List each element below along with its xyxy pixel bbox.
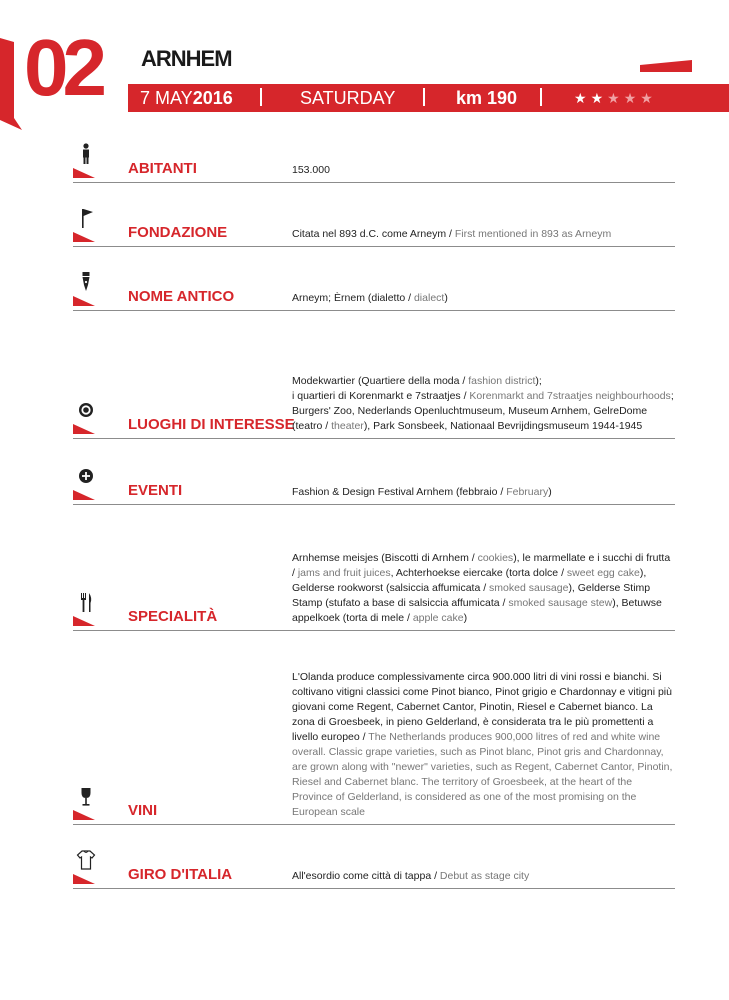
flag-icon [73,206,99,242]
info-row-specialita [73,540,675,631]
row-label: ABITANTI [128,160,197,177]
row-value: Arnhemse meisjes (Biscotti di Arnhem / cookies), le marmellate e i succhi di frutta / jams and fruit juices, Achterhoekse eiercake (torta dolce / sweet egg cake), Gelderse rookworst (salsiccia affumicata / smoked sausage), Gelderse Stimp Stamp (stufato a base di salsiccia affumicata / smoked sausage stew), Betuwse appelkoek (torta di mele / apple cake) [292,552,671,624]
row-value: L'Olanda produce complessivamente circa 900.000 litri di vini rossi e bianchi. Si coltivano vitigni classici come Pinot bianco, Pinot grigio e Chardonnay e vitigni più giovani come Regent, Cabernet Cantor, Pinotin, Riesel e Cabernet bianco. La zona di Groesbeek, in pieno Gelderland, è considerata tra le più promettenti a livello europeo / The Netherlands produces 900,000 litres of red and white wine overall. Classic grape varieties, such as Pinot blanc, Pinot gris and Chardonnay, are grown along with "newer" varieties, such as Regent, Cabernet Cantor, Pinotin, Riesel and Cabernet blanc. The territory of Groesbeek, at the heart of the Province of Gelderland, is considered as one of the most promising on the European scale [292,671,673,818]
difficulty-stars [574,88,657,108]
info-row-luoghi [73,340,675,439]
divider [260,88,262,106]
divider [540,88,542,106]
fork-knife-icon [73,590,99,626]
person-icon [73,142,99,178]
row-label: LUOGHI DI INTERESSE [128,416,295,433]
jersey-icon [73,848,99,884]
row-label: NOME ANTICO [128,288,235,305]
corner-flag-decoration [640,60,692,72]
row-label: SPECIALITÀ [128,608,218,625]
stage-date: 7 MAY2016 [140,88,233,108]
star-filled-icon: ★ [590,90,608,106]
wine-glass-icon [73,784,99,820]
red-flag-decoration [0,38,22,130]
row-label: VINI [128,802,158,819]
star-empty-icon: ★ [623,90,641,106]
star-filled-icon: ★ [574,90,591,106]
plus-circle-icon [73,464,99,500]
target-icon [73,398,99,434]
row-value: 153.000 [292,164,330,176]
row-label: GIRO D'ITALIA [128,866,233,883]
row-value: Arneym; Èrnem (dialetto / dialect) [292,292,448,304]
star-empty-icon: ★ [640,90,657,106]
info-row-eventi [73,466,675,505]
stage-distance: km 190 [456,88,518,108]
info-row-nome-antico [73,270,675,311]
stage-info-bar [128,84,729,112]
stage-weekday: SATURDAY [300,88,396,108]
row-label: FONDAZIONE [128,224,228,241]
star-empty-icon: ★ [607,90,624,106]
row-value: Modekwartier (Quartiere della moda / fashion district); i quartieri di Korenmarkt e 7straatjes / Korenmarkt and 7straatjes neighbourhoods; Burgers' Zoo, Nederlands Openluchtmuseum, Museum Arnhem, GelreDome (teatro / theater), Park Sonsbeek, Nationaal Bevrijdingsmuseum 1944-1945 [292,375,674,432]
divider [423,88,425,106]
info-row-fondazione [73,206,675,247]
info-row-abitanti [73,140,675,183]
row-value: Fashion & Design Festival Arnhem (febbraio / February) [292,486,552,498]
info-row-giro [73,846,675,889]
city-name: ARNHEM [141,46,232,71]
stage-number: 02 [24,23,101,112]
row-value: All'esordio come città di tappa / Debut as stage city [292,870,530,882]
row-label: EVENTI [128,482,183,499]
info-row-vini [73,650,675,825]
pen-nib-icon [73,270,99,306]
row-value: Citata nel 893 d.C. come Arneym / First mentioned in 893 as Arneym [292,228,612,240]
